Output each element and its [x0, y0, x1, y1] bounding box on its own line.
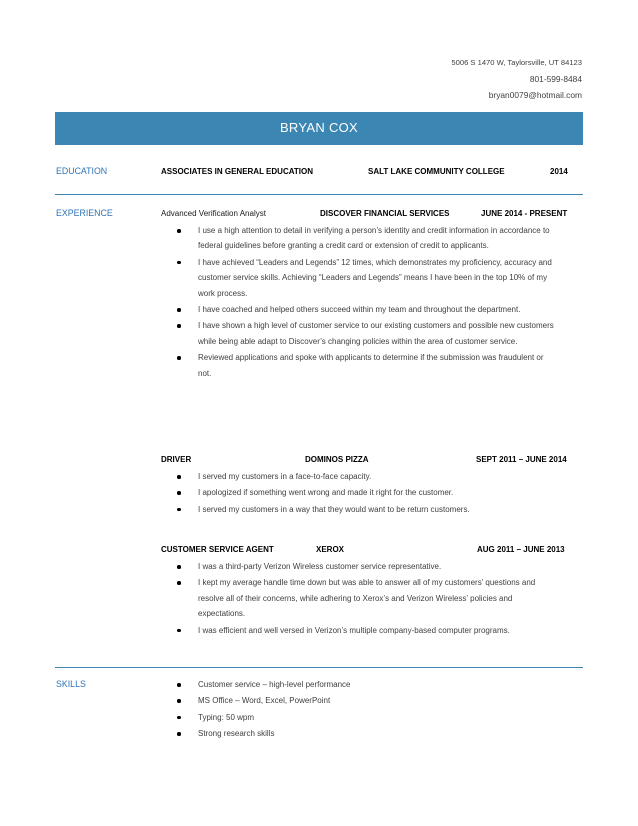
list-item: Customer service – high-level performance [175, 677, 555, 692]
job-company: DOMINOS PIZZA [305, 455, 369, 464]
contact-email: bryan0079@hotmail.com [488, 90, 582, 100]
contact-block [451, 55, 582, 103]
section-skills-label: SKILLS [56, 679, 86, 689]
education-degree: ASSOCIATES IN GENERAL EDUCATION [161, 167, 314, 176]
job-bullet-list [175, 559, 555, 639]
job-title: Advanced Verification Analyst [161, 209, 266, 218]
contact-phone: 801-599-8484 [529, 74, 582, 84]
list-item: Typing: 50 wpm [175, 710, 555, 725]
job-bullet-list [175, 223, 555, 382]
list-item: I was efficient and well versed in Verizon’s multiple company-based computer programs. [175, 623, 555, 638]
job-bullet-list [175, 469, 555, 518]
job-dates: SEPT 2011 – JUNE 2014 [476, 455, 567, 464]
job-title: CUSTOMER SERVICE AGENT [161, 545, 274, 554]
list-item: I was a third-party Verizon Wireless customer service representative. [175, 559, 555, 574]
list-item: I served my customers in a face-to-face capacity. [175, 469, 555, 484]
list-item: I use a high attention to detail in verifying a person’s identity and credit information in accordance to federal guidelines before granting a credit card or extension of credit to applicants. [175, 223, 555, 254]
skills-list [175, 677, 555, 743]
candidate-name: BRYAN COX [279, 120, 359, 135]
section-divider [55, 194, 583, 195]
list-item: Reviewed applications and spoke with applicants to determine if the submission was fraudulent or not. [175, 350, 555, 381]
contact-address: 5006 S 1470 W, Taylorsville, UT 84123 [451, 58, 582, 67]
education-school: SALT LAKE COMMUNITY COLLEGE [368, 167, 505, 176]
section-education-label: EDUCATION [56, 166, 108, 176]
list-item: MS Office – Word, Excel, PowerPoint [175, 693, 555, 708]
list-item: Strong research skills [175, 726, 555, 741]
job-dates: JUNE 2014 - PRESENT [481, 209, 568, 218]
job-dates: AUG 2011 – JUNE 2013 [477, 545, 565, 554]
name-banner [55, 112, 583, 145]
list-item: I have achieved “Leaders and Legends” 12 times, which demonstrates my proficiency, accuracy and customer service skills. Achieving “Leaders and Legends” means I have been in the top 10% of my work process. [175, 255, 555, 301]
list-item: I apologized if something went wrong and made it right for the customer. [175, 485, 555, 500]
list-item: I have shown a high level of customer service to our existing customers and possible new customers while being able adapt to Discover’s changing policies within the area of customer service. [175, 318, 555, 349]
section-divider [55, 667, 583, 668]
list-item: I have coached and helped others succeed within my team and throughout the department. [175, 302, 555, 317]
job-company: XEROX [316, 545, 345, 554]
education-year: 2014 [550, 167, 568, 176]
job-company: DISCOVER FINANCIAL SERVICES [320, 209, 450, 218]
list-item: I kept my average handle time down but was able to answer all of my customers’ questions and resolve all of their concerns, while adhering to Xerox’s and Verizon Wireless’ policies and expectations. [175, 575, 555, 621]
job-title: DRIVER [161, 455, 192, 464]
section-experience-label: EXPERIENCE [56, 208, 113, 218]
list-item: I served my customers in a way that they would want to be return customers. [175, 502, 555, 517]
